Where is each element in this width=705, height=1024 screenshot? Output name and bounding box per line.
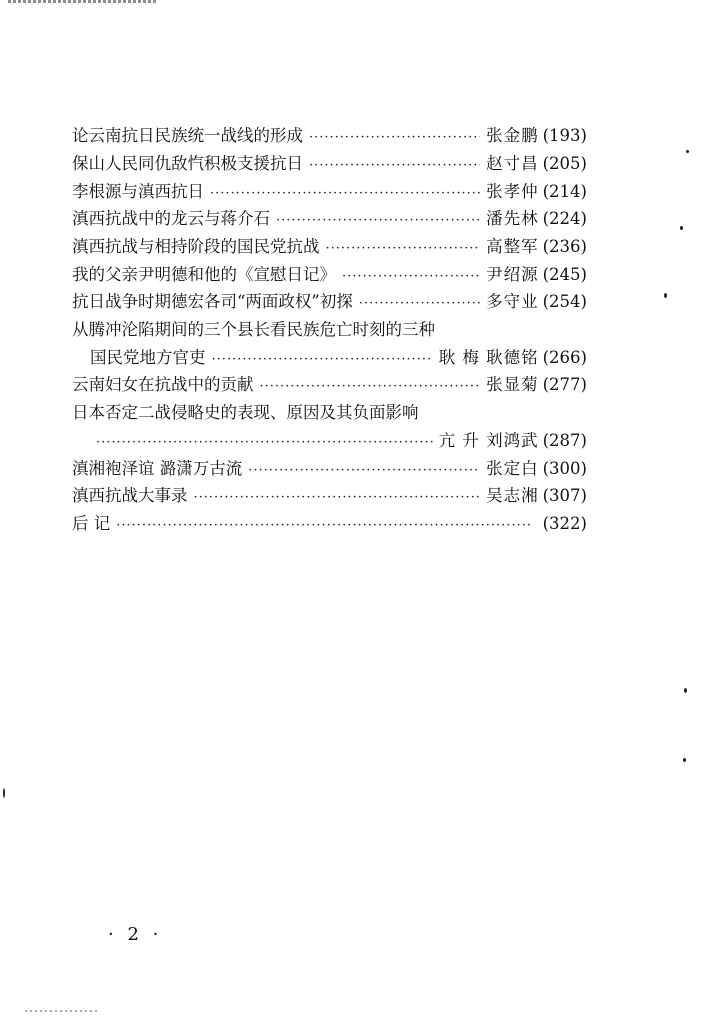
entry-page: (205) <box>542 154 587 173</box>
scan-speck <box>686 150 689 153</box>
leader-dots <box>212 348 433 372</box>
leader-dots <box>326 237 481 261</box>
leader-dots <box>194 486 481 510</box>
entry-author: 潘先林 <box>486 209 539 228</box>
entry-title: 滇湘袍泽谊 潞潇万古流 <box>72 459 243 478</box>
scan-speck <box>683 758 686 762</box>
entry-author: 耿 梅 耿德铭 <box>438 348 539 367</box>
entry-page: (287) <box>542 431 587 450</box>
entry-author: 多守业 <box>486 292 539 311</box>
toc-entry[interactable] <box>72 290 587 314</box>
entry-author: 张孝仲 <box>486 182 539 201</box>
leader-dots <box>116 514 532 538</box>
toc-entry[interactable] <box>72 124 587 148</box>
scan-edge-mark-bottom <box>25 1010 100 1012</box>
entry-author: 高整军 <box>486 237 539 256</box>
entry-title: 云南妇女在抗战中的贡献 <box>72 375 254 394</box>
scan-speck <box>680 226 683 230</box>
entry-author: 张显菊 <box>486 375 539 394</box>
entry-title: 保山人民同仇敌忾积极支援抗日 <box>72 154 303 173</box>
entry-page: (300) <box>542 459 587 478</box>
entry-author: 张定白 <box>486 459 539 478</box>
entry-title: 李根源与滇西抗日 <box>72 182 204 201</box>
leader-dots <box>342 265 480 289</box>
entry-page: (193) <box>542 126 587 145</box>
entry-author: 亢 升 刘鸿武 <box>438 431 539 450</box>
entry-page: (322) <box>542 514 587 533</box>
scan-speck <box>664 293 667 298</box>
entry-author: 吴志湘 <box>486 486 539 505</box>
entry-author: 尹绍源 <box>486 265 539 284</box>
toc-entry[interactable] <box>72 457 587 481</box>
entry-page: (214) <box>542 182 587 201</box>
entry-title: 滇西抗战中的龙云与蒋介石 <box>72 209 270 228</box>
entry-title: 滇西抗战大事录 <box>72 486 188 505</box>
entry-page: (277) <box>542 375 587 394</box>
entry-title-line1[interactable]: 从腾冲沦陷期间的三个县长看民族危亡时刻的三种 <box>72 320 435 339</box>
entry-title: 国民党地方官吏 <box>90 348 206 367</box>
entry-title: 抗日战争时期德宏各司“两面政权”初探 <box>72 292 353 311</box>
entry-page: (236) <box>542 237 587 256</box>
leader-dots <box>276 209 480 233</box>
entry-title: 后 记 <box>72 514 111 533</box>
leader-dots <box>96 431 433 455</box>
entry-title: 我的父亲尹明德和他的《宣慰日记》 <box>72 265 336 284</box>
scan-speck <box>3 788 5 798</box>
entry-page: (224) <box>542 209 587 228</box>
leader-dots <box>260 375 481 399</box>
leader-dots <box>210 182 480 206</box>
toc-entry[interactable] <box>72 207 587 231</box>
entry-title: 论云南抗日民族统一战线的形成 <box>72 126 303 145</box>
toc-entry[interactable] <box>90 429 587 453</box>
entry-page: (307) <box>542 486 587 505</box>
entry-page: (266) <box>542 348 587 367</box>
toc-entry[interactable] <box>90 346 587 370</box>
entry-title: 滇西抗战与相持阶段的国民党抗战 <box>72 237 320 256</box>
toc-entry[interactable] <box>72 180 587 204</box>
toc-entry[interactable] <box>72 484 587 508</box>
page-number: · 2 · <box>108 924 163 945</box>
entry-author: 赵寸昌 <box>486 154 539 173</box>
leader-dots <box>309 154 480 178</box>
toc-entry[interactable] <box>72 373 587 397</box>
toc-entry[interactable] <box>72 235 587 259</box>
toc-entry[interactable] <box>72 152 587 176</box>
scan-speck <box>684 688 687 693</box>
entry-title-line1[interactable]: 日本否定二战侵略史的表现、原因及其负面影响 <box>72 403 419 422</box>
entry-page: (245) <box>542 265 587 284</box>
toc-entry[interactable] <box>72 512 587 536</box>
toc-entry[interactable] <box>72 263 587 287</box>
leader-dots <box>359 292 480 316</box>
entry-page: (254) <box>542 292 587 311</box>
entry-author: 张金鹏 <box>486 126 539 145</box>
leader-dots <box>309 126 480 150</box>
leader-dots <box>248 459 480 483</box>
